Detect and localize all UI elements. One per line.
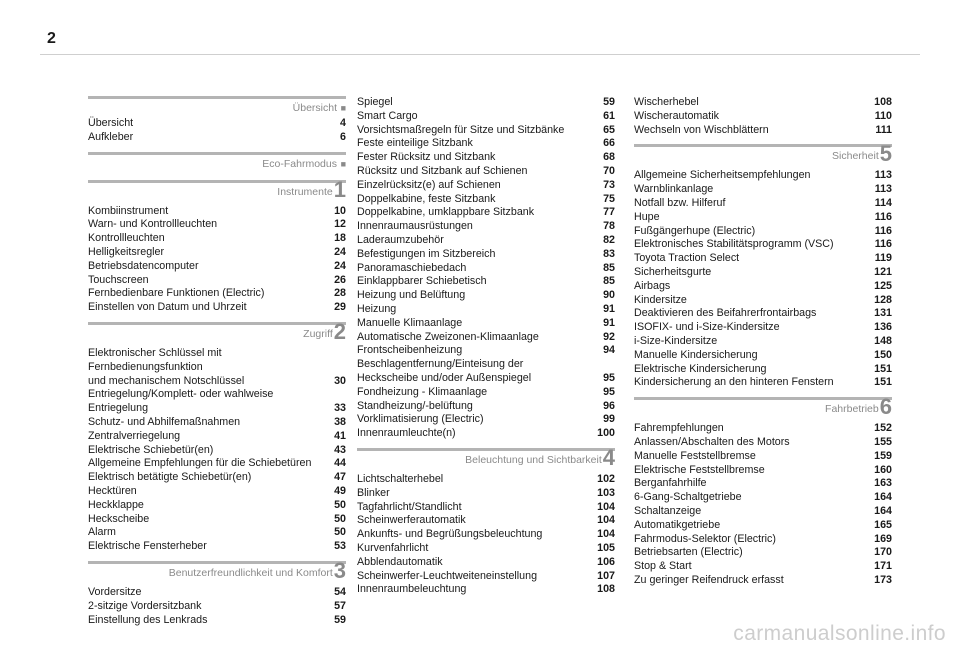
toc-entry-label: Kontrollleuchten (88, 232, 165, 245)
toc-entry-page: 24 (334, 245, 346, 258)
toc-entry[interactable] (357, 289, 615, 303)
toc-entry[interactable] (634, 349, 892, 363)
toc-entry[interactable] (88, 586, 346, 600)
toc-entry[interactable] (634, 335, 892, 349)
toc-entry-page: 78 (603, 220, 615, 233)
toc-entry-label: Tagfahrlicht/Standlicht (357, 500, 462, 513)
toc-entry-page: 121 (874, 265, 892, 278)
toc-entry-page: 113 (874, 169, 892, 182)
toc-entry-label: Warnblinkanlage (634, 183, 714, 196)
toc-entry[interactable] (634, 477, 892, 491)
toc-entry-page: 104 (597, 528, 615, 541)
toc-entry[interactable] (88, 131, 346, 145)
toc-entry-page: 28 (334, 287, 346, 300)
toc-entry[interactable] (634, 238, 892, 252)
toc-entry[interactable] (634, 574, 892, 588)
toc-entry-label: Allgemeine Sicherheitsempfehlungen (634, 169, 811, 182)
toc-entry[interactable] (88, 499, 346, 513)
toc-entry-page: 151 (874, 376, 892, 389)
toc-entry[interactable] (357, 344, 615, 358)
toc-entry-page: 125 (874, 279, 892, 292)
section-header (634, 394, 892, 422)
toc-entry[interactable] (88, 287, 346, 301)
section-number: 6 (879, 394, 892, 420)
toc-entry-page: 170 (874, 546, 892, 559)
toc-entry[interactable] (357, 386, 615, 400)
toc-entry-page: 96 (603, 399, 615, 412)
toc-entry-label: Toyota Traction Select (634, 252, 740, 265)
toc-entry-page: 6 (340, 130, 346, 143)
toc-entry-label: Spiegel (357, 96, 393, 108)
toc-entry[interactable] (357, 528, 615, 542)
toc-entry-label: Heizung (357, 302, 397, 315)
toc-entry-page: 26 (334, 273, 346, 286)
section-number: 2 (333, 318, 346, 344)
toc-entry-label: Betriebsarten (Electric) (634, 546, 743, 559)
toc-entry-label: Laderaumzubehör (357, 233, 444, 246)
toc-entry-label: Feste einteilige Sitzbank (357, 137, 473, 150)
toc-entry-page: 47 (334, 471, 346, 484)
toc-entry-label: Allgemeine Empfehlungen für die Schiebetüren (88, 457, 312, 470)
toc-entry-label: Einstellung des Lenkrads (88, 613, 208, 626)
toc-entry-page: 164 (874, 504, 892, 517)
toc-entry[interactable] (634, 363, 892, 377)
section-title: Beleuchtung und Sichtbarkeit (465, 453, 602, 466)
toc-entry[interactable] (88, 232, 346, 246)
toc-entry-label: Vorklimatisierung (Electric) (357, 413, 484, 426)
toc-entry-label: Doppelkabine, umklappbare Sitzbank (357, 206, 535, 219)
section-header (357, 444, 615, 473)
toc-entry-label: Panoramaschiebedach (357, 261, 467, 274)
toc-entry-label: Innenraumleuchte(n) (357, 427, 456, 440)
toc-entry-label: Elektrische Feststellbremse (634, 463, 765, 476)
toc-entry-label: Automatikgetriebe (634, 518, 721, 531)
toc-entry[interactable] (88, 416, 346, 430)
toc-entry[interactable] (357, 220, 615, 234)
toc-entry-label: Kindersicherung an den hinteren Fenstern (634, 376, 834, 389)
toc-entry-page: 110 (874, 109, 892, 122)
toc-entry-page: 136 (874, 321, 892, 334)
section-header (88, 557, 346, 586)
toc-entry[interactable] (634, 376, 892, 390)
toc-entry-page: 29 (334, 301, 346, 314)
toc-entry-page: 82 (603, 233, 615, 246)
toc-entry-label: Wechseln von Wischblättern (634, 123, 769, 136)
toc-entry-page: 68 (603, 151, 615, 164)
toc-entry-label: Einstellen von Datum und Uhrzeit (88, 301, 247, 314)
toc-entry-label: Abblendautomatik (357, 555, 443, 568)
toc-entry-page: 30 (334, 374, 346, 387)
toc-entry-page: 100 (597, 427, 615, 440)
toc-entry-label: Ankunfts- und Begrüßungsbeleuchtung (357, 528, 543, 541)
toc-entry[interactable] (357, 413, 615, 427)
toc-entry-label: Doppelkabine, feste Sitzbank (357, 192, 496, 205)
toc-entry-label: Airbags (634, 279, 671, 292)
toc-entry[interactable] (634, 321, 892, 335)
toc-entry-label: Fernbedienbare Funktionen (Electric) (88, 287, 265, 300)
toc-entry-label: Kindersitze (634, 293, 687, 306)
section-number: 3 (333, 557, 346, 583)
toc-entry[interactable] (634, 560, 892, 574)
toc-entry[interactable] (634, 519, 892, 533)
toc-entry[interactable] (88, 218, 346, 232)
toc-entry-page: 114 (874, 196, 892, 209)
toc-entry-label: Elektronisches Stabilitätsprogramm (VSC) (634, 238, 834, 251)
toc-entry[interactable] (88, 540, 346, 554)
toc-entry-label: Fahrmodus-Selektor (Electric) (634, 532, 776, 545)
toc-entry-page: 95 (603, 371, 615, 384)
toc-entry[interactable] (634, 266, 892, 280)
toc-entry[interactable] (357, 206, 615, 220)
toc-entry[interactable] (357, 110, 615, 124)
toc-entry[interactable] (88, 260, 346, 274)
toc-entry-label: Wischerautomatik (634, 109, 719, 122)
toc-entry[interactable] (634, 436, 892, 450)
toc-entry-label: Elektrische Fensterheber (88, 540, 207, 553)
toc-entry-label: Frontscheibenheizung (357, 344, 463, 357)
toc-entry-page: 77 (603, 206, 615, 219)
toc-entry[interactable] (634, 307, 892, 321)
toc-entry-page: 113 (874, 183, 892, 196)
toc-entry-label: Alarm (88, 526, 116, 539)
toc-entry-label: Elektrische Schiebetür(en) (88, 443, 214, 456)
toc-entry-label: Touchscreen (88, 273, 149, 286)
toc-entry[interactable] (88, 513, 346, 527)
toc-entry[interactable] (357, 303, 615, 317)
page-number: 2 (47, 30, 56, 47)
section-header (88, 176, 346, 205)
toc-entry-label: Heckklappe (88, 498, 144, 511)
toc-entry-page: 108 (597, 583, 615, 596)
toc-entry[interactable] (357, 248, 615, 262)
toc-entry-label: Standheizung/-belüftung (357, 399, 473, 412)
toc-entry-label: Fondheizung - Klimaanlage (357, 385, 488, 398)
toc-entry[interactable] (357, 151, 615, 165)
toc-entry-label: Einklappbarer Schiebetisch (357, 275, 487, 288)
toc-entry-page: 148 (874, 334, 892, 347)
toc-entry[interactable] (357, 317, 615, 331)
toc-entry-label: Helligkeitsregler (88, 245, 165, 258)
toc-entry[interactable] (88, 117, 346, 131)
toc-entry[interactable] (634, 464, 892, 478)
section-title: Instrumente (277, 185, 333, 198)
toc-entry-page: 41 (334, 429, 346, 442)
toc-entry[interactable] (88, 347, 346, 388)
toc-entry[interactable] (634, 422, 892, 436)
toc-column-3 (634, 96, 892, 588)
toc-entry-label: Blinker (357, 486, 390, 499)
toc-entry-label: Zu geringer Reifendruck erfasst (634, 573, 784, 586)
toc-entry-page: 38 (334, 415, 346, 428)
toc-entry-label: Fahrempfehlungen (634, 422, 724, 435)
toc-entry-page: 116 (874, 238, 892, 251)
toc-entry-page: 150 (874, 348, 892, 361)
toc-entry-label: Warn- und Kontrollleuchten (88, 218, 218, 231)
toc-entry-page: 107 (597, 569, 615, 582)
toc-entry-page: 104 (597, 500, 615, 513)
toc-entry-page: 53 (334, 540, 346, 553)
toc-entry-label: Schaltanzeige (634, 504, 702, 517)
toc-entry[interactable] (634, 96, 892, 110)
toc-entry-label: Innenraumausrüstungen (357, 220, 473, 233)
toc-entry[interactable] (88, 301, 346, 315)
toc-entry[interactable] (357, 487, 615, 501)
toc-entry[interactable] (357, 124, 615, 138)
toc-entry[interactable] (634, 211, 892, 225)
toc-column-1 (88, 96, 346, 627)
toc-entry-label: Zentralverriegelung (88, 429, 181, 442)
toc-entry-page: 57 (334, 599, 346, 612)
toc-entry-label: ISOFIX- und i-Size-Kindersitze (634, 321, 780, 334)
toc-entry-page: 49 (334, 484, 346, 497)
section-title: Benutzerfreundlichkeit und Komfort (168, 566, 333, 579)
toc-entry-label: Vorsichtsmaßregeln für Sitze und Sitzbänke (357, 123, 565, 136)
toc-entry-label: Berganfahrhilfe (634, 477, 707, 490)
toc-entry-page: 61 (603, 109, 615, 122)
toc-entry-page: 90 (603, 289, 615, 302)
toc-entry-label: Innenraumbeleuchtung (357, 583, 467, 596)
toc-entry[interactable] (634, 197, 892, 211)
toc-entry-page: 105 (597, 541, 615, 554)
toc-entry[interactable] (634, 110, 892, 124)
toc-entry-label: Übersicht (88, 117, 134, 129)
toc-entry-page: 116 (874, 210, 892, 223)
toc-entry[interactable] (88, 526, 346, 540)
toc-entry-page: 152 (874, 422, 892, 435)
toc-entry-label: Heckscheibe (88, 512, 150, 525)
toc-entry-label: Manuelle Kindersicherung (634, 348, 758, 361)
toc-entry[interactable] (357, 556, 615, 570)
toc-entry-page: 59 (603, 96, 615, 108)
section-header (88, 318, 346, 347)
toc-entry-page: 54 (334, 585, 346, 598)
toc-entry-label: Schutz- und Abhilfemaßnahmen (88, 415, 241, 428)
toc-entry-page: 159 (874, 449, 892, 462)
section-square-icon: ■ (340, 158, 346, 169)
toc-entry[interactable] (357, 193, 615, 207)
toc-entry[interactable] (357, 542, 615, 556)
toc-entry-label: Anlassen/Abschalten des Motors (634, 435, 790, 448)
toc-entry[interactable] (634, 252, 892, 266)
toc-entry-page: 4 (340, 117, 346, 129)
toc-entry[interactable] (357, 427, 615, 441)
toc-entry-page: 44 (334, 457, 346, 470)
toc-entry[interactable] (357, 234, 615, 248)
toc-entry[interactable] (634, 169, 892, 183)
section-number: 5 (879, 141, 892, 167)
section-square-icon: ■ (340, 103, 346, 113)
toc-entry-page: 83 (603, 247, 615, 260)
toc-entry-label: Kombiinstrument (88, 204, 169, 217)
toc-entry-label: Manuelle Feststellbremse (634, 449, 756, 462)
section-title: Sicherheit (832, 150, 879, 163)
toc-entry[interactable] (634, 294, 892, 308)
toc-entry-page: 103 (597, 486, 615, 499)
toc-entry-page: 50 (334, 498, 346, 511)
toc-entry[interactable] (357, 179, 615, 193)
toc-entry-page: 104 (597, 514, 615, 527)
toc-entry-label: Automatische Zweizonen-Klimaanlage (357, 330, 539, 343)
toc-entry-page: 50 (334, 526, 346, 539)
toc-entry-label: Betriebsdatencomputer (88, 259, 199, 272)
toc-entry[interactable] (357, 331, 615, 345)
toc-entry[interactable] (357, 137, 615, 151)
toc-entry-label: Deaktivieren des Beifahrerfrontairbags (634, 307, 817, 320)
section-header (88, 152, 346, 173)
toc-entry-page: 155 (874, 435, 892, 448)
toc-entry[interactable] (634, 533, 892, 547)
toc-entry-label: Notfall bzw. Hilferuf (634, 196, 726, 209)
toc-entry-label: Hecktüren (88, 484, 137, 497)
toc-entry-page: 91 (603, 316, 615, 329)
toc-entry-page: 66 (603, 137, 615, 150)
toc-entry-label: Fester Rücksitz und Sitzbank (357, 151, 496, 164)
toc-entry-label: Manuelle Klimaanlage (357, 316, 463, 329)
toc-entry-label: Befestigungen im Sitzbereich (357, 247, 496, 260)
toc-entry[interactable] (88, 444, 346, 458)
toc-entry-label: Elektrisch betätigte Schiebetür(en) (88, 471, 252, 484)
toc-entry-page: 50 (334, 512, 346, 525)
toc-entry-page: 128 (874, 293, 892, 306)
toc-entry-label: Elektronischer Schlüssel mit Fernbedienungsfunktion und mechanischem Notschlüssel (88, 346, 245, 387)
toc-entry[interactable] (88, 471, 346, 485)
toc-entry[interactable] (88, 457, 346, 471)
toc-entry-page: 111 (875, 123, 892, 136)
toc-entry-page: 92 (603, 330, 615, 343)
toc-entry-page: 102 (597, 472, 615, 485)
toc-entry-label: Elektrische Kindersicherung (634, 362, 767, 375)
toc-entry-page: 99 (603, 413, 615, 426)
toc-entry[interactable] (634, 491, 892, 505)
toc-entry-label: Hupe (634, 210, 660, 223)
toc-entry[interactable] (88, 430, 346, 444)
toc-entry-page: 73 (603, 178, 615, 191)
toc-column-2 (357, 96, 615, 597)
toc-entry-page: 75 (603, 192, 615, 205)
toc-entry-page: 108 (874, 96, 892, 108)
toc-entry-page: 173 (874, 573, 892, 586)
toc-entry-label: i-Size-Kindersitze (634, 334, 718, 347)
toc-entry-page: 94 (603, 344, 615, 357)
toc-entry-label: Fußgängerhupe (Electric) (634, 224, 756, 237)
toc-entry-label: Stop & Start (634, 560, 692, 573)
section-header (634, 141, 892, 169)
toc-entry[interactable] (357, 501, 615, 515)
toc-entry[interactable] (357, 275, 615, 289)
toc-entry-page: 85 (603, 275, 615, 288)
section-header (88, 96, 346, 117)
toc-entry[interactable] (88, 205, 346, 219)
toc-entry-page: 160 (874, 463, 892, 476)
toc-entry-label: Rücksitz und Sitzbank auf Schienen (357, 164, 528, 177)
toc-entry-page: 70 (603, 164, 615, 177)
toc-entry-page: 85 (603, 261, 615, 274)
toc-entry-page: 106 (597, 555, 615, 568)
toc-entry-label: Lichtschalterhebel (357, 472, 444, 485)
toc-entry-page: 65 (603, 123, 615, 136)
toc-entry[interactable] (357, 400, 615, 414)
toc-entry[interactable] (634, 280, 892, 294)
toc-entry[interactable] (357, 96, 615, 110)
toc-entry-label: 2-sitzige Vordersitzbank (88, 599, 202, 612)
toc-entry-page: 165 (874, 518, 892, 531)
toc-entry-label: Scheinwerferautomatik (357, 514, 466, 527)
toc-entry-page: 33 (334, 402, 346, 415)
toc-entry-page: 119 (874, 252, 892, 265)
toc-entry-page: 163 (874, 477, 892, 490)
toc-entry-label: Beschlagentfernung/Einteisung der Heckscheibe und/oder Außenspiegel (357, 358, 532, 384)
section-title: Eco-Fahrmodus (262, 157, 337, 170)
toc-entry[interactable] (88, 485, 346, 499)
section-number: 1 (333, 176, 346, 202)
toc-entry[interactable] (634, 546, 892, 560)
toc-entry[interactable] (357, 165, 615, 179)
toc-entry-label: Kurvenfahrlicht (357, 541, 429, 554)
toc-entry[interactable] (88, 274, 346, 288)
toc-entry[interactable] (88, 246, 346, 260)
toc-entry-page: 151 (874, 362, 892, 375)
toc-entry-label: Scheinwerfer-Leuchtweiteneinstellung (357, 569, 538, 582)
toc-entry-label: Heizung und Belüftung (357, 289, 466, 302)
toc-entry[interactable] (634, 183, 892, 197)
toc-entry-label: Aufkleber (88, 130, 134, 143)
toc-entry[interactable] (357, 473, 615, 487)
toc-entry-label: Einzelrücksitz(e) auf Schienen (357, 178, 501, 191)
top-divider (40, 54, 920, 55)
toc-entry[interactable] (357, 262, 615, 276)
toc-entry-page: 169 (874, 532, 892, 545)
toc-entry-page: 95 (603, 385, 615, 398)
section-title: Zugriff (303, 327, 333, 340)
toc-entry[interactable] (88, 388, 346, 416)
toc-entry[interactable] (357, 358, 615, 386)
toc-entry-page: 164 (874, 491, 892, 504)
toc-entry-page: 12 (334, 218, 346, 231)
toc-entry-page: 10 (334, 204, 346, 217)
toc-entry-label: Vordersitze (88, 585, 142, 598)
toc-entry-label: Smart Cargo (357, 109, 418, 122)
toc-entry[interactable] (357, 570, 615, 584)
watermark: carmanualsonline.info (733, 622, 946, 645)
toc-entry[interactable] (357, 514, 615, 528)
toc-entry[interactable] (634, 450, 892, 464)
toc-entry-label: Sicherheitsgurte (634, 265, 712, 278)
toc-entry[interactable] (634, 505, 892, 519)
toc-entry-page: 171 (874, 560, 892, 573)
toc-entry-page: 59 (334, 613, 346, 626)
toc-entry-label: 6-Gang-Schaltgetriebe (634, 491, 742, 504)
section-title: Fahrbetrieb (825, 403, 879, 416)
toc-entry-label: Wischerhebel (634, 96, 699, 108)
section-title: Übersicht (292, 102, 337, 114)
toc-entry-page: 43 (334, 443, 346, 456)
toc-entry[interactable] (634, 225, 892, 239)
section-number: 4 (602, 444, 615, 470)
toc-entry-page: 131 (874, 307, 892, 320)
toc-entry[interactable] (88, 614, 346, 628)
toc-entry-page: 91 (603, 302, 615, 315)
toc-entry[interactable] (88, 600, 346, 614)
toc-entry[interactable] (357, 583, 615, 597)
toc-entry-page: 24 (334, 259, 346, 272)
toc-entry-page: 116 (874, 224, 892, 237)
toc-entry-page: 18 (334, 232, 346, 245)
toc-entry[interactable] (634, 124, 892, 138)
toc-entry-label: Entriegelung/Komplett- oder wahlweise Entriegelung (88, 388, 274, 415)
